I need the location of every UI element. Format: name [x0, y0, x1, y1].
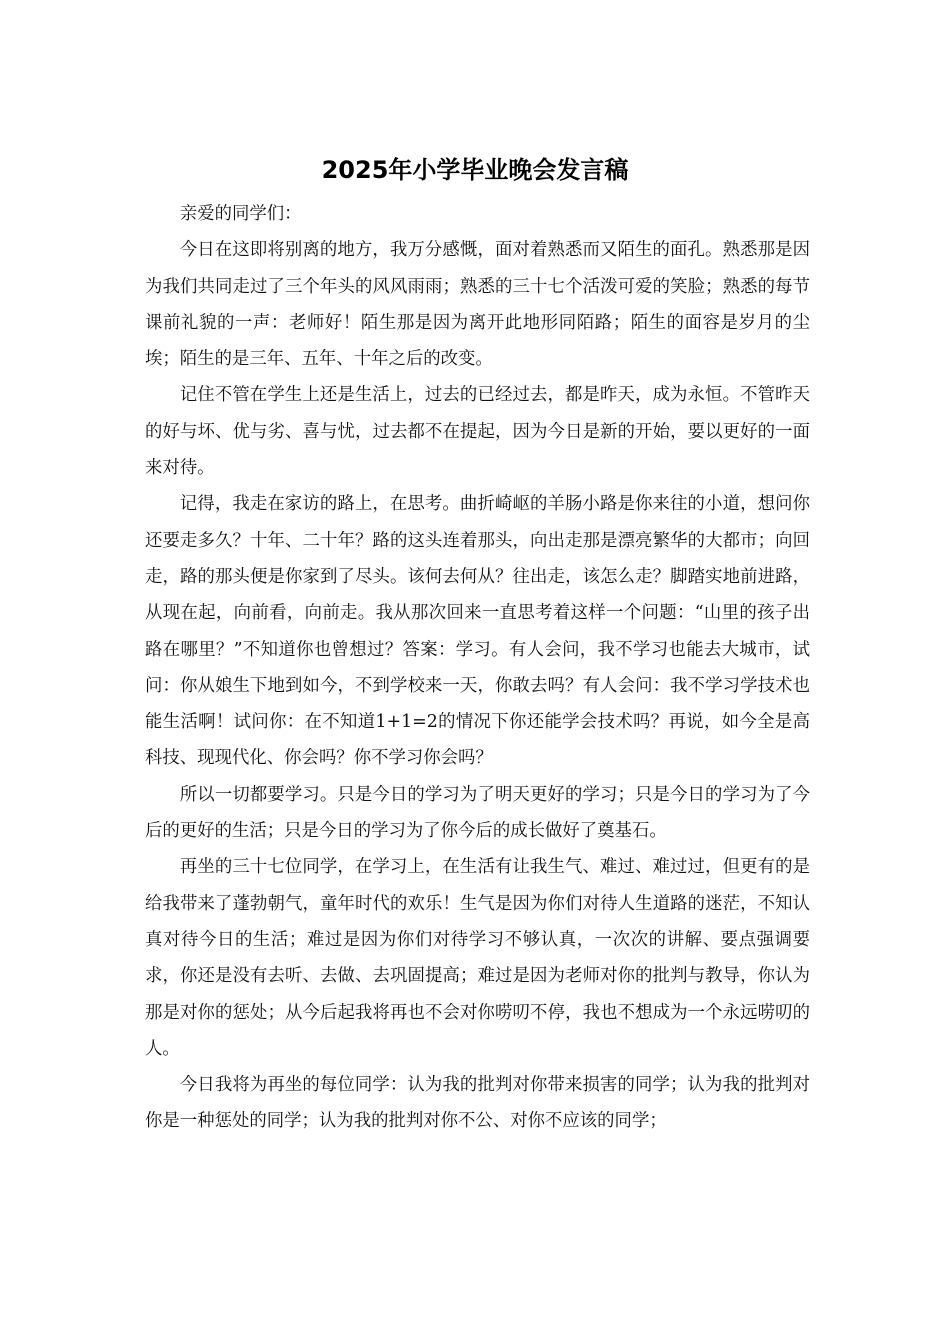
paragraph: 记得，我走在家访的路上，在思考。曲折崎岖的羊肠小路是你来往的小道，想问你还要走多久？十年、二十年？路的这头连着那头，向出走那是漂亮繁华的大都市；向回走，路的那头便是你家到了尽头。该何去何从？往出走，该怎么走？脚踏实地前进路，从现在起，向前看，向前走。我从那次回来一直思考着这样一个问题：“山里的孩子出路在哪里？”不知道你也曾想过？答案：学习。有人会问，我不学习也能去大城市，试问：你从娘生下地到如今，不到学校来一天，你敢去吗？有人会问：我不学习学技术也能生活啊！试问你：在不知道1+1=2的情况下你还能学会技术吗？再说，如今全是高科技、现现代化、你会吗？你不学习你会吗？ [145, 494, 810, 769]
paragraph: 再坐的三十七位同学，在学习上，在生活有让我生气、难过、难过过，但更有的是给我带来了蓬勃朝气，童年时代的欢乐！生气是因为你们对待人生道路的迷茫，不知认真对待今日的生活；难过是因为你们对待学习不够认真，一次次的讲解、要点强调要求，你还是没有去听、去做、去巩固提高；难过是因为老师对你的批判与教导，你认为那是对你的惩处；从今后起我将再也不会对你唠叨不停，我也不想成为一个永远唠叨的人。 [145, 857, 810, 1059]
paragraph: 所以一切都要学习。只是今日的学习为了明天更好的学习；只是今日的学习为了今后的更好的生活；只是今日的学习为了你今后的成长做好了奠基石。 [145, 784, 810, 842]
document-title: 2025年小学毕业晚会发言稿 [321, 156, 629, 184]
salutation: 亲爱的同学们： [179, 204, 302, 224]
document-body [145, 196, 810, 1140]
paragraph: 今日在这即将别离的地方，我万分感慨，面对着熟悉而又陌生的面孔。熟悉那是因为我们共同走过了三个年头的风风雨雨；熟悉的三十七个活泼可爱的笑脸；熟悉的每节课前礼貌的一声：老师好！陌生那是因为离开此地形同陌路；陌生的面容是岁月的尘埃；陌生的是三年、五年、十年之后的改变。 [145, 240, 810, 370]
paragraph: 今日我将为再坐的每位同学：认为我的批判对你带来损害的同学；认为我的批判对你是一种惩处的同学；认为我的批判对你不公、对你不应该的同学； [145, 1075, 810, 1132]
paragraph: 记住不管在学生上还是生活上，过去的已经过去，都是昨天，成为永恒。不管昨天的好与坏、优与劣、喜与忧，过去都不在提起，因为今日是新的开始，要以更好的一面来对待。 [145, 385, 810, 479]
